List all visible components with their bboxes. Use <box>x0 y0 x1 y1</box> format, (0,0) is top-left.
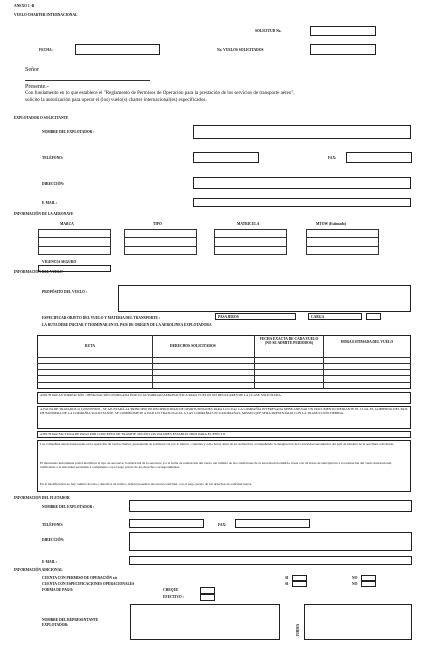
fletador-email-field[interactable] <box>129 556 412 565</box>
route-col-fecha: FECHA EXACTA DE CADA VUELO (NO SE ADMITE PERIODOS) <box>259 337 319 346</box>
explotador-telefono-label: TELÉFONO: <box>42 156 64 160</box>
form-title: VUELO CHARTER INTERNACIONAL <box>14 13 78 17</box>
aeronave-tipo-table[interactable] <box>124 229 197 255</box>
route-divider-3 <box>323 335 324 389</box>
vigencia-label: VIGENCIA SEGURO <box>42 260 77 264</box>
fletador-email-label: E-MAIL : <box>42 560 58 564</box>
proposito-field[interactable] <box>118 285 411 312</box>
note-3: ADJUNTAR FACTURA DE PAGO POR CONCEPTO DE TRÁMITE SEGÚN LOS VALORES ESTABLECIDOS PARA EL EFECTO <box>40 432 226 436</box>
note-1: ADJUNTAR AUTORIZACIÓN / DESIGNACIÓN OTORGADA POR SU AUTORIDAD AERONAUTICA PARA VUELOS NO REGULARES DE LA CLASE SOLICITADA. <box>40 393 282 397</box>
aeronave-matricula-table[interactable] <box>214 229 287 255</box>
vuelos-label: No. VUELOS SOLICITADOS <box>217 48 264 52</box>
route-col-hora: HORA ESTIMADA DEL VUELO <box>340 340 394 344</box>
pasajeros-label: PASAJEROS <box>218 315 239 319</box>
solicitud-label: SOLICITUD No. <box>255 29 282 33</box>
route-row-line-4 <box>37 382 411 383</box>
adicional-heading: INFORMACIÓN ADICIONAL <box>14 568 63 572</box>
aeronave-col-marca: MARCA <box>60 222 74 226</box>
aeronave-col-mtow: MTOW (Estimado) <box>316 222 346 226</box>
especificaciones-no-label: NO <box>352 582 358 586</box>
route-divider-1 <box>152 335 153 389</box>
fletador-telefono-label: TELÉFONO: <box>42 523 64 527</box>
forma-pago-label: FORMA DE PAGO: <box>42 588 74 592</box>
vuelo-heading: INFORMACION DEL VUELO <box>14 270 63 274</box>
fletador-direccion-label: DIRECCIÓN: <box>42 538 65 542</box>
cheque-check[interactable] <box>200 587 215 594</box>
especificaciones-no-check[interactable] <box>361 581 376 587</box>
vuelos-field[interactable] <box>310 44 376 55</box>
cheque-label: CHEQUE <box>163 588 179 592</box>
route-col-ruta: RUTA <box>85 344 95 348</box>
route-row-line-3 <box>37 375 411 376</box>
especificaciones-label: CUENTA CON ESPECIFICACIONES OPERACIONALES <box>42 582 135 586</box>
fletador-fax-field[interactable] <box>235 519 310 528</box>
fletador-direccion-field[interactable] <box>129 532 412 551</box>
explotador-direccion-label: DIRECCIÓN: <box>42 182 65 186</box>
note-2: A FALTA DE TRATADOS O CONVENIOS , SE AJUSTARÁ AL PRINCIPIO DE RECIPROCIDAD DE OPORTUNIDADES PARA LO CUAL LA COMPAÑÍA INTERESADA DEBE ANEXAR UN DOCUMENTO MEDIANTE EL CUAL EL GOBIERNO DEL PAIS DE BANDERA DE LA COMPAÑÍA SOLICITANTE, SE COMPROMETE A DAR UN TRATO IGUAL A LAS COMPAÑIAS ECUATORIANAS, MISMO QUE SERA PRESENTADO CON LA TRADUCCIÓN DEBIDA. <box>40 407 408 416</box>
explotador-fax-label: FAX: <box>328 156 337 160</box>
fletador-nombre-label: NOMBRE DEL EXPLOTADOR : <box>42 505 95 509</box>
route-row-line-2 <box>37 369 411 370</box>
explotador-heading: EXPLOTADOR O SOLICITANTE <box>14 116 69 120</box>
condition-paragraph-1: Las compañías aéreas interesadas en la operación de vuelos chárter, presentarán su solicitud con por lo menos , cuarenta y ocho horas antes de su realización, acompañando la designación de la autoridad aeronáutica del país de bandera de la aerolínea solicitante. <box>40 442 395 446</box>
fecha-label: FECHA : <box>39 48 54 52</box>
presente-text: Presente.- <box>25 84 49 90</box>
condition-paragraph-2: El interesado únicamente podrá modificar el tipo de aeronave, la matrícula de la aeronave y/o la fecha de realización del vuelo, sin cambio de las condiciones de la autorización emitida, hasta con 24 horas de anticipación a la realización del vuelo internacional, notificando a la autoridad aeronáutica competente con el pago previo de los derechos correspondientes. <box>40 461 393 470</box>
aeronave-mtow-table[interactable] <box>306 229 379 255</box>
aeronave-marca-table[interactable] <box>38 229 111 255</box>
fletador-nombre-field[interactable] <box>129 500 412 512</box>
aeronave-heading: INFORMACIÓN DE LA AERONAVE <box>14 212 74 216</box>
representante-label: NOMBRE DEL REPRESENTANTE EXPLOTADOR: <box>42 618 99 627</box>
efectivo-label: EFECTIVO : <box>163 595 184 599</box>
intro-line-1: Con fundamento en lo que establece el "Reglamento de Permisos de Operación para la prestación de los servicios de transporte aéreo", <box>25 91 295 96</box>
senor-text: Señor <box>25 67 39 73</box>
annex-label: ANEXO 1 -B <box>14 4 35 8</box>
explotador-email-field[interactable] <box>193 198 411 207</box>
fletador-telefono-field[interactable] <box>129 519 204 528</box>
efectivo-check[interactable] <box>200 594 215 601</box>
especificar-label: ESPECIFICAR OBJETO DEL VUELO Y MATERIA DEL TRANSPORTE : <box>42 316 160 320</box>
firma-label: FIRMA <box>296 623 300 636</box>
explotador-fax-field[interactable] <box>346 152 412 163</box>
solicitud-field[interactable] <box>310 26 376 36</box>
route-col-derechos: DERECHOS SOLICITADOS <box>170 344 216 348</box>
firma-field[interactable] <box>304 604 412 640</box>
proposito-label: PROPÓSITO DEL VUELO : <box>42 290 87 294</box>
especificaciones-si-check[interactable] <box>292 581 307 587</box>
condition-paragraph-3: En la modificación no hay cambio de ruta o derechos de tráfico, deberá presentar una nueva solicitud, con el pago previo de los derechos de solicitud nueva. <box>40 482 253 486</box>
representante-field[interactable] <box>130 604 280 640</box>
permiso-no-label: NO <box>352 576 358 580</box>
permiso-label: CUENTA CON PERMISO DE OPERACIÓN s/n <box>42 576 118 580</box>
explotador-nombre-field[interactable] <box>193 125 411 139</box>
ruta-note: LA RUTA DEBE INICIAR Y TERMINAR EN EL PAIS DE ORIGEN DE LA AEROLINEA EXPLOTADORA <box>42 323 212 327</box>
explotador-nombre-label: NOMBRE DEL EXPLOTADOR : <box>42 130 95 134</box>
carga-label: CARGA <box>311 315 325 319</box>
permiso-si-label: SI <box>285 576 289 580</box>
intro-line-2: solicito la autorización para operar el (los) vuelo(s) charter internacional(es) especificados. <box>25 98 207 103</box>
explotador-email-label: E-MAIL : <box>42 201 58 205</box>
especificaciones-si-label: SI <box>285 582 289 586</box>
aeronave-col-matricula: MATRICULA <box>237 222 260 226</box>
explotador-direccion-field[interactable] <box>193 177 411 189</box>
route-header-line <box>37 357 411 358</box>
fecha-field[interactable] <box>75 44 160 55</box>
addressee-line <box>25 80 150 81</box>
route-row-line-1 <box>37 363 411 364</box>
aeronave-col-tipo: TIPO <box>153 222 162 226</box>
carga-check[interactable] <box>366 313 381 320</box>
fletador-fax-label: FAX: <box>218 523 227 527</box>
fletador-heading: INFORMACION DEL FLETADOR <box>14 496 70 500</box>
route-divider-2 <box>254 335 255 389</box>
explotador-telefono-field[interactable] <box>193 152 259 163</box>
